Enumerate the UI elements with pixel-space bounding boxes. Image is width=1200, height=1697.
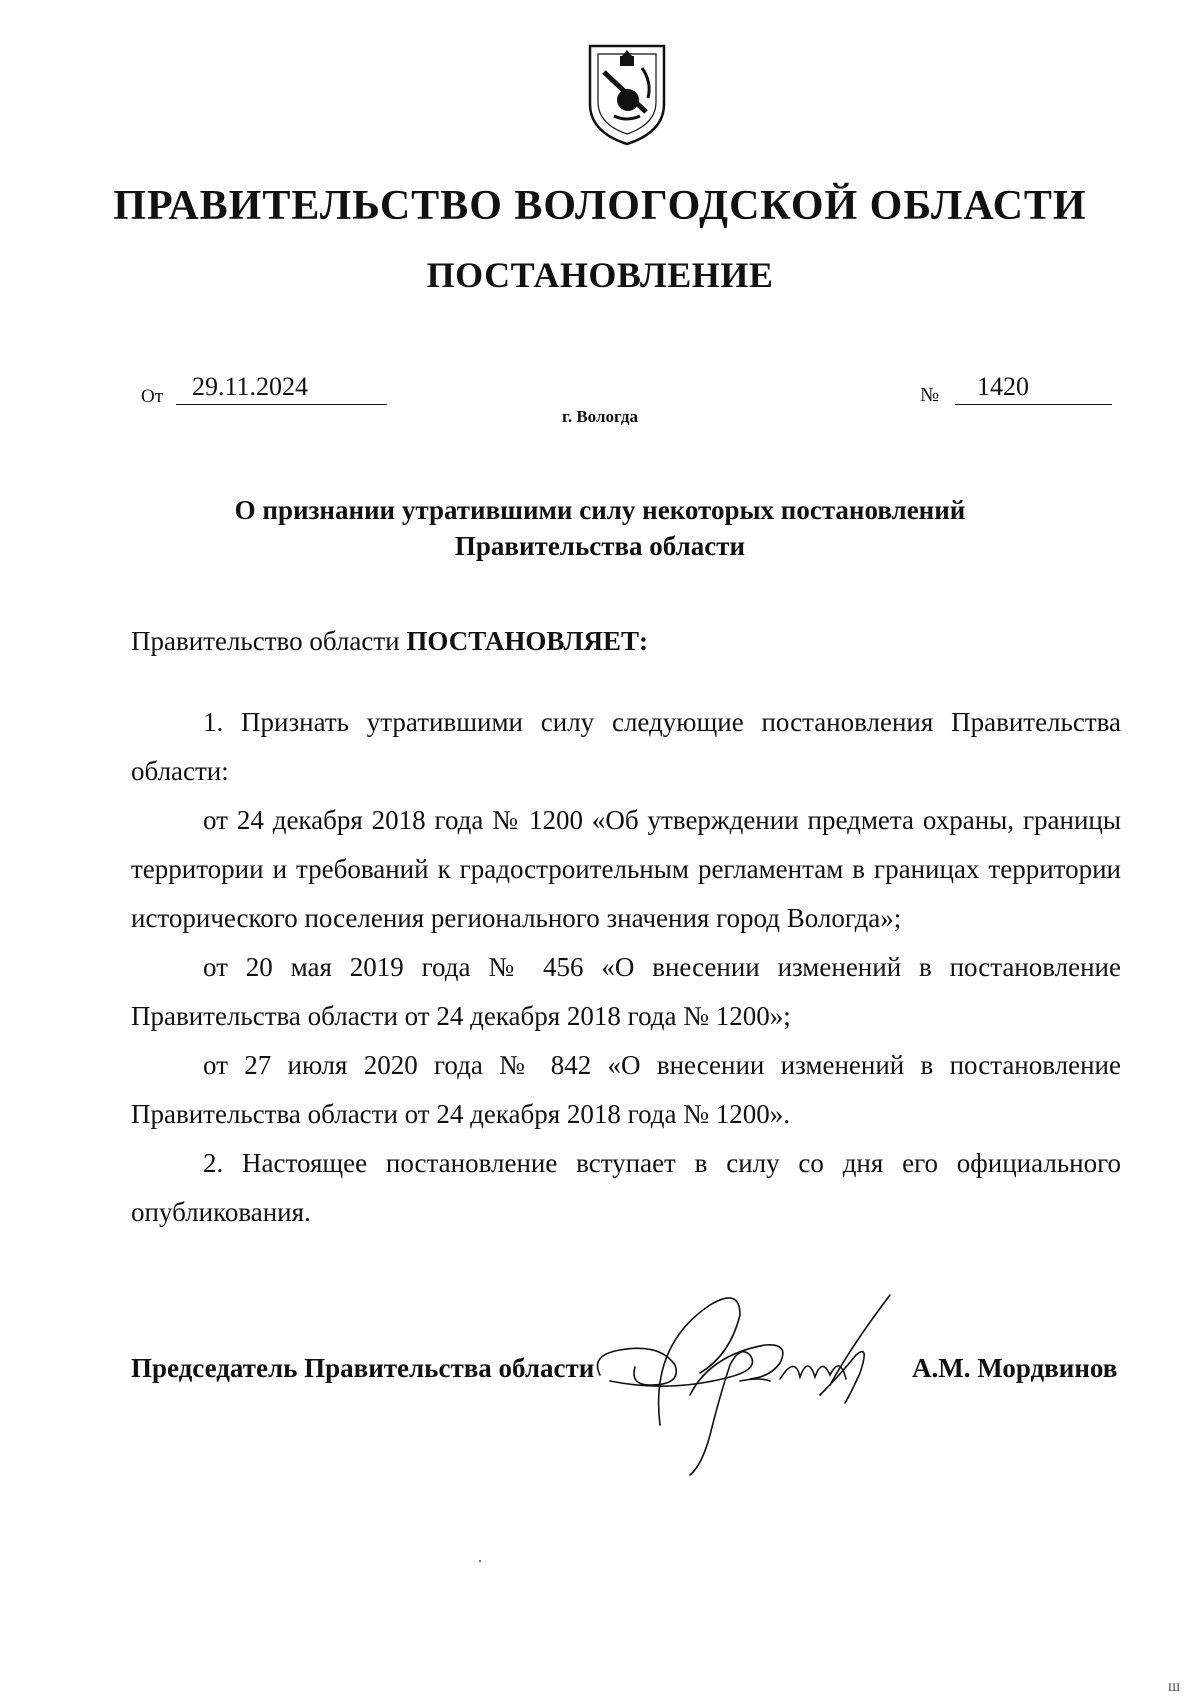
scan-speck bbox=[479, 1560, 481, 1562]
signatory-name: А.М. Мордвинов bbox=[912, 1353, 1118, 1383]
city: г. Вологда bbox=[562, 407, 638, 426]
handwritten-signature bbox=[590, 1285, 930, 1480]
paragraph-4: от 27 июля 2020 года № 842 «О внесении изменений в постановление Правительства области от 24 декабря 2018 года № 1200». bbox=[131, 1050, 1121, 1129]
subject-line-1: О признании утратившими силу некоторых постановлений bbox=[234, 495, 966, 525]
document-date: 29.11.2024 bbox=[176, 370, 387, 405]
government-title: ПРАВИТЕЛЬСТВО ВОЛОГОДСКОЙ ОБЛАСТИ bbox=[113, 183, 1087, 229]
subject-line-2: Правительства области bbox=[454, 531, 746, 561]
intro-text: Правительство области bbox=[131, 626, 407, 656]
paragraph-1: 1. Признать утратившими силу следующие постановления Правительства области: bbox=[131, 707, 1121, 786]
document-body bbox=[131, 698, 1121, 1237]
document-subject bbox=[0, 492, 1200, 564]
coat-of-arms-icon bbox=[584, 42, 670, 148]
intro-line bbox=[131, 624, 648, 658]
signatory-position: Председатель Правительства области bbox=[131, 1353, 595, 1383]
intro-decree-word: ПОСТАНОВЛЯЕТ: bbox=[406, 626, 648, 656]
paragraph-3: от 20 мая 2019 года № 456 «О внесении изменений в постановление Правительства области от 24 декабря 2018 года № 1200»; bbox=[131, 952, 1121, 1031]
paragraph-5: 2. Настоящее постановление вступает в силу со дня его официального опубликования. bbox=[131, 1148, 1121, 1227]
corner-marks: Ш bbox=[1168, 1680, 1181, 1694]
document-type: ПОСТАНОВЛЕНИЕ bbox=[426, 255, 774, 295]
date-prefix: От bbox=[141, 386, 164, 407]
number-prefix: № bbox=[920, 384, 940, 406]
document-number: 1420 bbox=[955, 370, 1112, 405]
paragraph-2: от 24 декабря 2018 года № 1200 «Об утверждении предмета охраны, границы территории и требований к градостроительным регламентам в границах территории исторического поселения регионального значения город Вологда»; bbox=[131, 805, 1121, 933]
